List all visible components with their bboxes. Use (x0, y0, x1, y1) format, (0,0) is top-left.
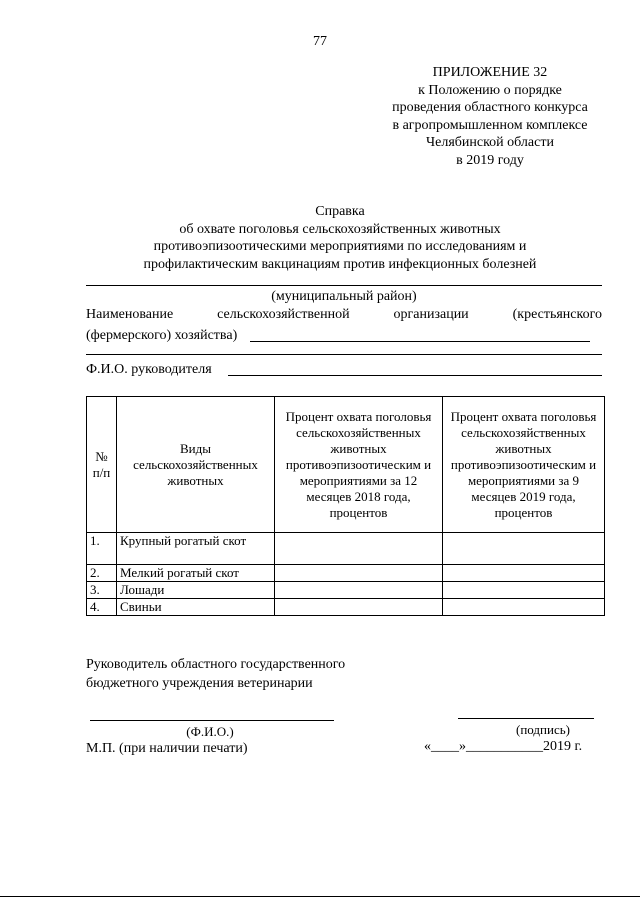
appendix-line: к Положению о порядке (418, 82, 562, 98)
row-num: 2. (87, 565, 117, 582)
table-row (87, 582, 605, 599)
row-2018-cell[interactable] (275, 565, 443, 582)
org-word: организации (393, 307, 469, 322)
row-kind: Крупный рогатый скот (117, 533, 275, 565)
row-2019-cell[interactable] (443, 599, 605, 616)
row-2018-cell[interactable] (275, 533, 443, 565)
table-row (87, 565, 605, 582)
page-bottom-edge (0, 896, 640, 897)
table-header-row (87, 397, 605, 533)
header-2019: Процент охвата поголовья сельскохозяйственных животных противоэпизоотическим и мероприятиями за 9 месяцев 2019 года, процентов (443, 397, 605, 533)
title-word: Справка (315, 204, 365, 219)
date-field[interactable]: «____»___________2019 г. (424, 739, 583, 754)
document-title (80, 203, 600, 273)
row-kind: Свиньи (117, 599, 275, 616)
head-title-line-1: Руководитель областного государственного (86, 657, 346, 672)
row-2019-cell[interactable] (443, 582, 605, 599)
table-row (87, 599, 605, 616)
fio-caption: (Ф.И.О.) (186, 724, 234, 739)
org-word: Наименование (86, 307, 174, 322)
fio-fill-line[interactable] (90, 720, 334, 721)
appendix-line: Челябинской области (426, 135, 554, 150)
row-num: 3. (87, 582, 117, 599)
head-title-line-2: бюджетного учреждения ветеринарии (86, 676, 313, 691)
row-kind: Лошади (117, 582, 275, 599)
sign-fill-line[interactable] (458, 718, 594, 719)
sign-caption: (подпись) (516, 722, 570, 737)
head-fio-fill-line[interactable] (228, 375, 602, 376)
org-name-label-2: (фермерского) хозяйства) (86, 328, 238, 343)
row-2018-cell[interactable] (275, 582, 443, 599)
title-line: об охвате поголовья сельскохозяйственных животных (179, 221, 501, 237)
appendix-line: проведения областного конкурса (392, 100, 588, 115)
row-2019-cell[interactable] (443, 533, 605, 565)
org-word: (крестьянского (512, 307, 602, 322)
org-name-fill-line-2[interactable] (86, 354, 602, 355)
row-num: 4. (87, 599, 117, 616)
header-2018: Процент охвата поголовья сельскохозяйственных животных противоэпизоотическим и мероприятиями за 12 месяцев 2018 года, процентов (275, 397, 443, 533)
district-fill-line[interactable] (86, 285, 602, 286)
head-fio-label: Ф.И.О. руководителя (86, 362, 212, 377)
appendix-line: в 2019 году (456, 152, 524, 168)
org-name-label (86, 306, 602, 323)
title-line: противоэпизоотическими мероприятиями по исследованиям и (153, 239, 527, 254)
table-row (87, 533, 605, 565)
district-caption: (муниципальный район) (271, 289, 417, 304)
title-line: профилактическим вакцинациям против инфекционных болезней (143, 256, 537, 272)
row-num: 1. (87, 533, 117, 565)
row-kind: Мелкий рогатый скот (117, 565, 275, 582)
row-2019-cell[interactable] (443, 565, 605, 582)
appendix-line: ПРИЛОЖЕНИЕ 32 (432, 65, 548, 80)
header-kind: Виды сельскохозяйственных животных (117, 397, 275, 533)
stamp-label: М.П. (при наличии печати) (86, 741, 248, 756)
org-word: сельскохозяйственной (217, 307, 350, 322)
page-number: 77 (313, 34, 327, 49)
coverage-table (86, 396, 605, 616)
appendix-block (370, 64, 610, 169)
appendix-line: в агропромышленном комплексе (392, 117, 588, 133)
org-name-fill-line[interactable] (250, 341, 590, 342)
header-num: № п/п (87, 397, 117, 533)
row-2018-cell[interactable] (275, 599, 443, 616)
